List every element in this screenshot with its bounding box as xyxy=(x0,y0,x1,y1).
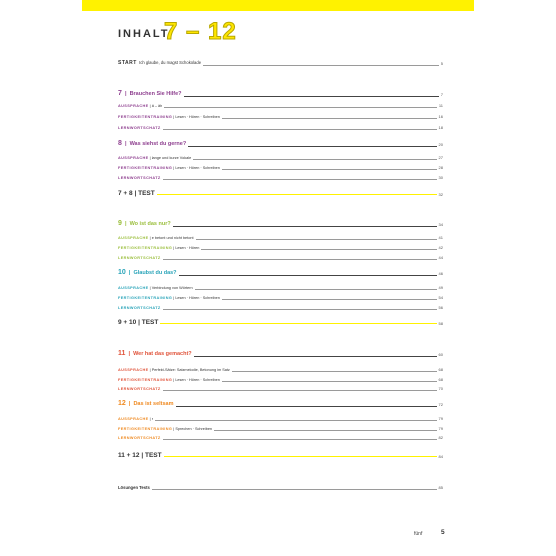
yellow-rule xyxy=(118,456,443,457)
toc-subrow[interactable]: AUSSPRACHE | e betont und nicht betont 41 xyxy=(118,235,443,240)
lesson-number: 12 xyxy=(118,400,126,407)
category-label: FERTIGKEITENTRAINING xyxy=(118,246,173,250)
lesson-title: Das ist seltsam xyxy=(133,401,174,407)
subrow-text: Lesen · Hören xyxy=(175,246,200,250)
page-number: 68 xyxy=(438,377,443,382)
category-label: AUSSPRACHE xyxy=(118,417,149,421)
category-label: FERTIGKEITENTRAINING xyxy=(118,427,173,431)
test-word: TEST xyxy=(141,319,159,326)
lesson-title: Brauchen Sie Hilfe? xyxy=(129,91,182,97)
page-number: 58 xyxy=(438,321,443,326)
toc-subrow[interactable] xyxy=(118,171,443,181)
subrow-text: Perfekt-Sätze: Satzmelodie, Betonung im Satz xyxy=(151,368,230,372)
category-label: FERTIGKEITENTRAINING xyxy=(118,296,173,300)
subrow-text: Lesen · Hören · Schreiben xyxy=(175,166,220,170)
category-label: AUSSPRACHE xyxy=(118,368,149,372)
lesson-number: 8 xyxy=(118,140,122,147)
page-number: 32 xyxy=(438,192,443,197)
category-label: LERNWORTSCHATZ xyxy=(118,176,161,180)
category-label: LERNWORTSCHATZ xyxy=(118,306,161,310)
lesson-title: Glaubst du das? xyxy=(133,270,177,276)
subrow-text: Lesen · Hören · Schreiben xyxy=(175,115,220,119)
toc-lesson-12[interactable]: 12 | Das ist seltsam 72 xyxy=(118,400,443,407)
category-label: LERNWORTSCHATZ xyxy=(118,126,161,130)
toc-subrow[interactable]: AUSSPRACHE | Verbindung von Wörtern 49 xyxy=(118,285,443,290)
yellow-rule xyxy=(118,323,443,324)
subrow-text: Sprechen · Schreiben xyxy=(175,427,213,431)
toc-subrow[interactable]: AUSSPRACHE | ä – äh 11 xyxy=(118,103,443,108)
subrow-text: r xyxy=(151,417,153,421)
page-number: 30 xyxy=(438,175,443,180)
category-label: AUSSPRACHE xyxy=(118,104,149,108)
category-label: AUSSPRACHE xyxy=(118,156,149,160)
start-label: START xyxy=(118,60,137,66)
page-number: 20 xyxy=(438,142,443,147)
lesson-title: Wo ist das nur? xyxy=(129,221,171,227)
top-yellow-bar xyxy=(82,0,474,11)
page-number: 70 xyxy=(438,386,443,391)
toc-solutions-row[interactable] xyxy=(118,481,443,491)
page-number: 34 xyxy=(438,222,443,227)
lesson-number: 9 xyxy=(118,220,122,227)
footer-page-number: 5 xyxy=(441,529,445,536)
page-number: 27 xyxy=(438,155,443,160)
toc-lesson-10[interactable]: 10 | Glaubst du das? 46 xyxy=(118,269,443,276)
category-label: FERTIGKEITENTRAINING xyxy=(118,378,173,382)
toc-test-11-12[interactable]: 11 + 12 | TEST 84 xyxy=(118,452,443,459)
lesson-title: Wer hat das gemacht? xyxy=(133,351,192,357)
page-number: 79 xyxy=(438,426,443,431)
category-label: LERNWORTSCHATZ xyxy=(118,436,161,440)
toc-subrow[interactable]: FERTIGKEITENTRAINING | Sprechen · Schreiben 79 xyxy=(118,426,443,431)
toc-subrow[interactable]: FERTIGKEITENTRAINING | Lesen · Hören 42 xyxy=(118,245,443,250)
page-number: 41 xyxy=(438,235,443,240)
test-word: TEST xyxy=(138,190,155,197)
page-number: 16 xyxy=(438,114,443,119)
footer-page-word: fünf xyxy=(414,531,423,537)
page-number: 44 xyxy=(438,255,443,260)
page-number: 49 xyxy=(438,285,443,290)
page-number: 60 xyxy=(438,352,443,357)
toc-subrow[interactable]: FERTIGKEITENTRAINING | Lesen · Hören · Schreiben 54 xyxy=(118,295,443,300)
lesson-number: 11 xyxy=(118,350,126,357)
toc-test-9-10[interactable]: 9 + 10 | TEST 58 xyxy=(118,319,443,326)
toc-subrow[interactable]: FERTIGKEITENTRAINING | Lesen · Hören · Schreiben 16 xyxy=(118,114,443,119)
page-number: 28 xyxy=(438,165,443,170)
page-number: 54 xyxy=(438,295,443,300)
toc-test-7-8[interactable]: 7 + 8 | TEST 32 xyxy=(118,190,443,197)
page-number: 46 xyxy=(438,271,443,276)
toc-lesson-9[interactable]: 9 | Wo ist das nur? 34 xyxy=(118,220,443,227)
toc-start-row[interactable] xyxy=(118,57,443,67)
toc-subrow[interactable]: FERTIGKEITENTRAINING | Lesen · Hören · Schreiben 68 xyxy=(118,377,443,382)
toc-lesson-7[interactable]: 7 | Brauchen Sie Hilfe? 7 xyxy=(118,90,443,97)
solutions-label: Lösungen Tests xyxy=(118,485,150,490)
toc-subrow[interactable]: AUSSPRACHE | Perfekt-Sätze: Satzmelodie, Betonung im Satz 68 xyxy=(118,367,443,372)
page-number: 85 xyxy=(438,485,443,490)
category-label: AUSSPRACHE xyxy=(118,236,149,240)
category-label: FERTIGKEITENTRAINING xyxy=(118,166,173,170)
subrow-text: Lesen · Hören · Schreiben xyxy=(175,378,220,382)
category-label: LERNWORTSCHATZ xyxy=(118,256,161,260)
start-text: Ich glaube, du magst Schokolade xyxy=(139,60,202,65)
page-number: 18 xyxy=(438,125,443,130)
page-number: 68 xyxy=(438,367,443,372)
toc-subrow[interactable] xyxy=(118,121,443,131)
subrow-text: Lesen · Hören · Schreiben xyxy=(175,296,220,300)
toc-subrow[interactable] xyxy=(118,251,443,261)
category-label: LERNWORTSCHATZ xyxy=(118,387,161,391)
toc-subrow[interactable]: AUSSPRACHE | r 79 xyxy=(118,416,443,421)
test-word: TEST xyxy=(144,452,162,459)
test-label: 11 + 12 xyxy=(118,452,140,459)
subrow-text: lange und kurze Vokale xyxy=(151,156,192,160)
category-label: FERTIGKEITENTRAINING xyxy=(118,115,173,119)
page-number: 11 xyxy=(438,103,443,108)
toc-subrow[interactable] xyxy=(118,431,443,441)
toc-lesson-8[interactable]: 8 | Was siehst du gerne? 20 xyxy=(118,140,443,147)
subrow-text: e betont und nicht betont xyxy=(151,236,194,240)
title-range: 7 – 12 xyxy=(164,18,237,45)
title-word: INHALT xyxy=(118,28,170,40)
subrow-text: Verbindung von Wörtern xyxy=(151,286,193,290)
page-number: 42 xyxy=(438,245,443,250)
toc-subrow[interactable] xyxy=(118,382,443,392)
subrow-text: ä – äh xyxy=(151,104,163,108)
test-label: 7 + 8 xyxy=(118,190,133,197)
page-number: 82 xyxy=(438,435,443,440)
lesson-title: Was siehst du gerne? xyxy=(129,141,187,147)
page-number: 7 xyxy=(440,92,443,97)
lesson-number: 7 xyxy=(118,90,122,97)
page-number: 84 xyxy=(438,454,443,459)
page-number: 72 xyxy=(438,402,443,407)
toc-lesson-11[interactable]: 11 | Wer hat das gemacht? 60 xyxy=(118,350,443,357)
category-label: AUSSPRACHE xyxy=(118,286,149,290)
yellow-rule xyxy=(118,194,443,195)
test-label: 9 + 10 xyxy=(118,319,137,326)
page-number: 5 xyxy=(440,61,443,66)
toc-subrow[interactable]: FERTIGKEITENTRAINING | Lesen · Hören · Schreiben 28 xyxy=(118,165,443,170)
toc-subrow[interactable]: AUSSPRACHE | lange und kurze Vokale 27 xyxy=(118,155,443,160)
page-number: 56 xyxy=(438,305,443,310)
lesson-number: 10 xyxy=(118,269,126,276)
toc-subrow[interactable] xyxy=(118,301,443,311)
page-number: 79 xyxy=(438,416,443,421)
